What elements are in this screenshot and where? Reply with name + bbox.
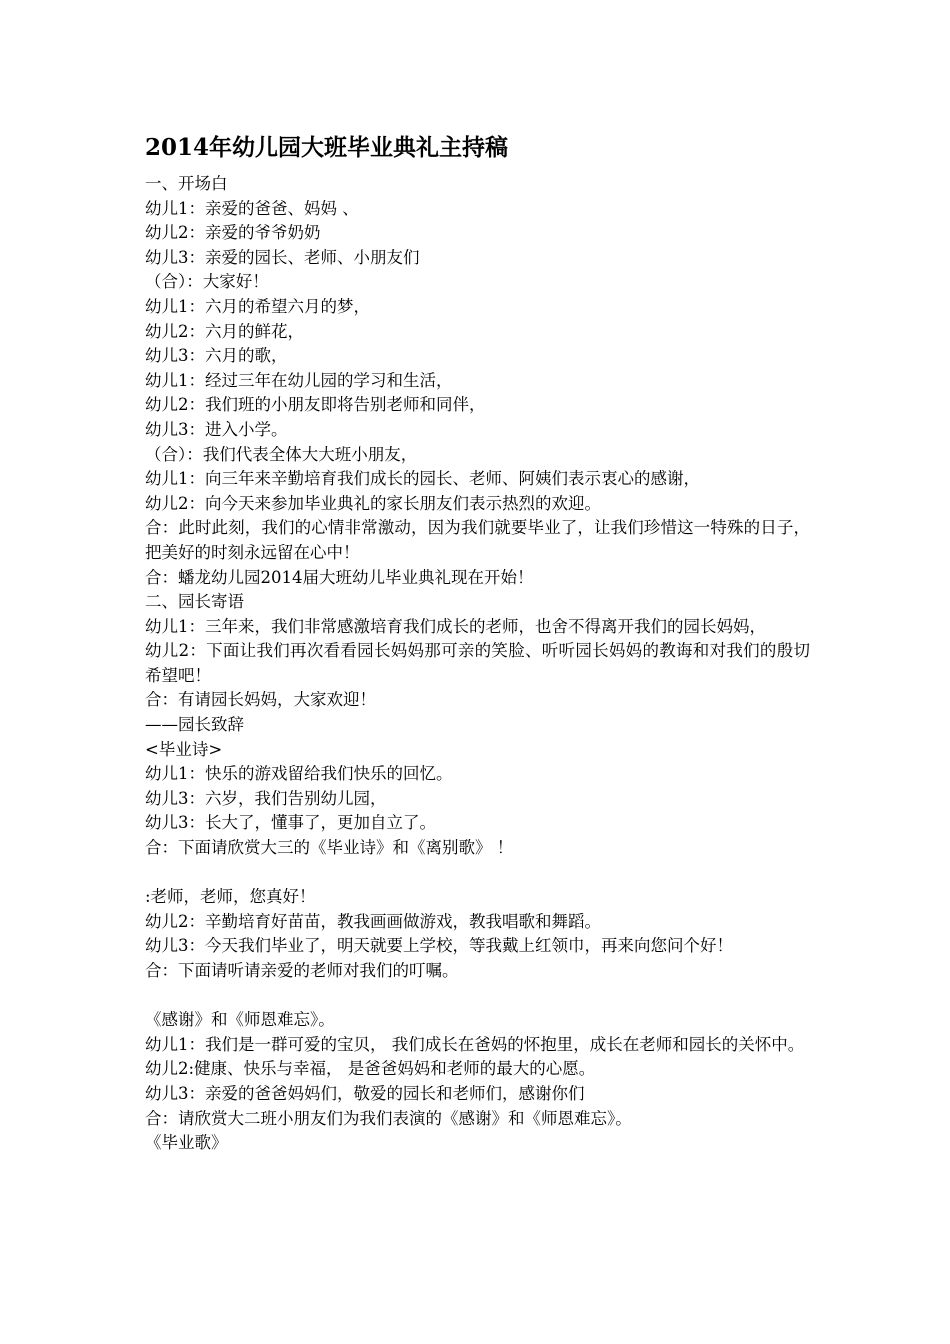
text-line: 二、园长寄语 [145,592,244,612]
text-line: 合：蟠龙幼儿园2014届大班幼儿毕业典礼现在开始！ [145,567,534,587]
text-line: 《毕业歌》 [145,1133,228,1153]
text-line: 《感谢》和《师恩难忘》。 [145,1010,335,1030]
text-line: 合：下面请欣赏大三的《毕业诗》和《离别歌》 ！ [145,838,514,858]
text-line: 幼儿1：向三年来辛勤培育我们成长的园长、老师、阿姨们表示衷心的感谢， [145,469,700,489]
text-line: 幼儿3：长大了，懂事了，更加自立了。 [145,813,436,833]
text-line: 幼儿2：我们班的小朋友即将告别老师和同伴， [145,395,486,415]
text-line: 幼儿1：经过三年在幼儿园的学习和生活， [145,370,453,390]
text-line: 合：下面请听请亲爱的老师对我们的叮嘱。 [145,961,459,980]
text-line: 幼儿2：亲爱的爷爷奶奶 [145,223,321,243]
text-line: :老师，老师，您真好！ [145,887,316,907]
text-line: 一、开场白 [145,174,228,193]
text-line: 幼儿3：亲爱的爸爸妈妈们，敬爱的园长和老师们，感谢你们 [145,1083,585,1103]
text-line: 幼儿1：三年来，我们非常感激培育我们成长的老师，也舍不得离开我们的园长妈妈， [145,616,766,636]
document-page [145,128,810,1156]
document-title: 2014年幼儿园大班毕业典礼主持稿 [145,134,509,161]
text-line: ——园长致辞 [145,715,244,735]
text-line: 幼儿3：今天我们毕业了，明天就要上学校，等我戴上红领巾，再来向您问个好！ [145,936,733,956]
blank-line [145,984,810,1009]
text-line: 幼儿1：亲爱的爸爸、妈妈 、 [145,198,359,218]
document-body [145,172,810,1156]
text-line: <毕业诗> [145,739,223,759]
text-line: 幼儿2：向今天来参加毕业典礼的家长朋友们表示热烈的欢迎。 [145,493,601,513]
text-line: 合：请欣赏大二班小朋友们为我们表演的《感谢》和《师恩难忘》。 [145,1108,632,1128]
text-line: 幼儿3：六月的歌， [145,346,288,366]
text-line: 合：此时此刻，我们的心情非常激动，因为我们就要毕业了，让我们珍惜这一特殊的日子，把美好的时刻永远留在心中！ [145,518,810,562]
text-line: 幼儿3：六岁，我们告别幼儿园， [145,788,387,808]
blank-line [145,861,810,886]
text-line: 幼儿2：辛勤培育好苗苗，教我画画做游戏，教我唱歌和舞蹈。 [145,911,601,931]
text-line: 幼儿3：进入小学。 [145,419,288,439]
text-line: （合）：我们代表全体大大班小朋友， [145,444,418,464]
text-line: 幼儿1：快乐的游戏留给我们快乐的回忆。 [145,764,453,784]
text-line: 幼儿1：我们是一群可爱的宝贝， 我们成长在爸妈的怀抱里，成长在老师和园长的关怀中。 [145,1034,805,1054]
text-line: 幼儿2：下面让我们再次看看园长妈妈那可亲的笑脸、听听园长妈妈的教诲和对我们的殷切希望吧！ [145,641,810,685]
text-line: 合：有请园长妈妈，大家欢迎！ [145,690,376,710]
text-line: 幼儿1：六月的希望六月的梦， [145,296,370,316]
text-line: 幼儿2：六月的鲜花， [145,321,304,341]
text-line: 幼儿2:健康、快乐与幸福， 是爸爸妈妈和老师的最大的心愿。 [145,1059,596,1079]
text-line: 幼儿3：亲爱的园长、老师、小朋友们 [145,247,420,267]
text-line: （合）：大家好！ [145,272,269,292]
